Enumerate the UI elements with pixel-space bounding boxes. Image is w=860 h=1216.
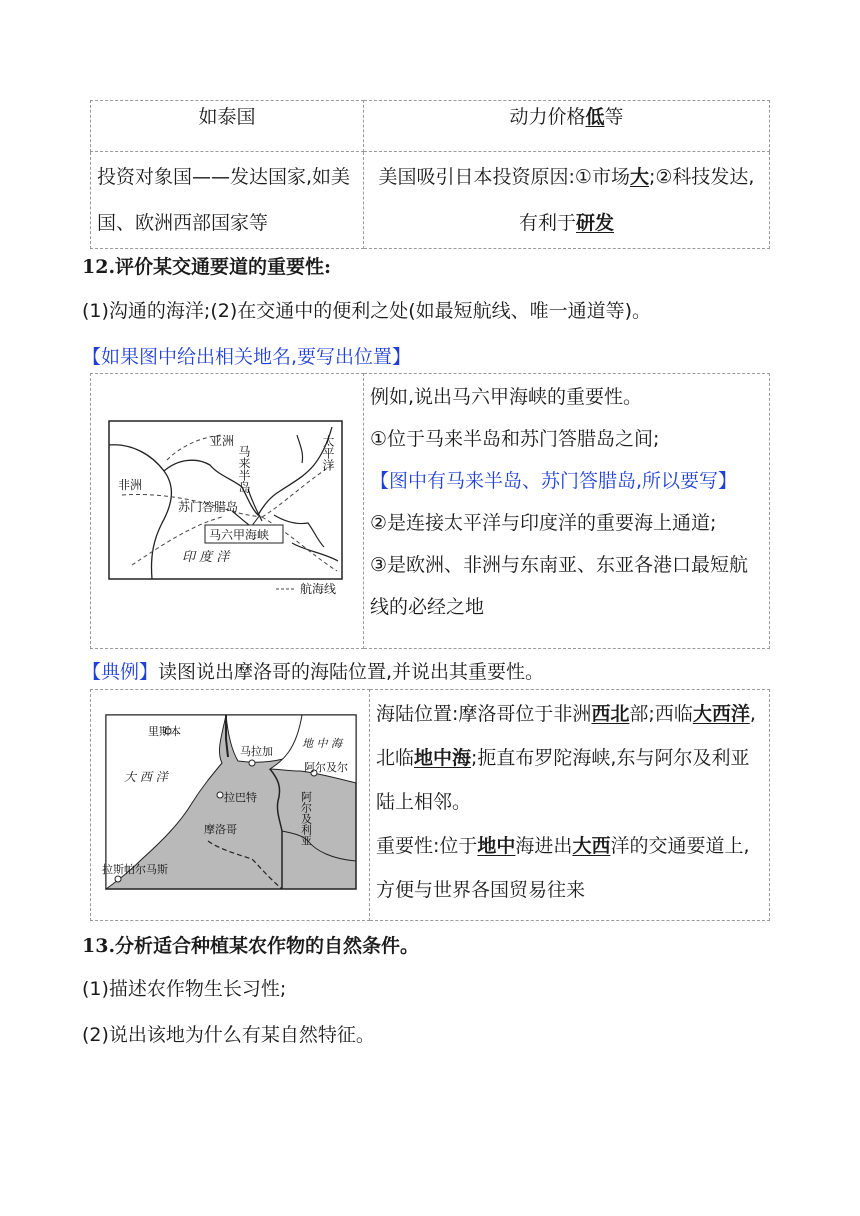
map-label-morocco: 摩洛哥 [204,823,237,836]
malacca-map-cell [91,374,364,649]
map-label-algeria: 阿尔及利亚 [299,791,313,846]
table-cell: 美国吸引日本投资原因:①市场大;②科技发达,有利于研发 [364,152,770,249]
paragraph: ③是欧洲、非洲与东南亚、东亚各港口最短航线的必经之地 [370,554,749,618]
morocco-map [92,691,368,915]
table-cell: 投资对象国——发达国家,如美国、欧洲西部国家等 [91,152,364,249]
map-label-strait: 马六甲海峡 [209,528,270,542]
section-12-note: 【如果图中给出相关地名,要写出位置】 [82,346,412,368]
map-label-asia: 亚洲 [210,434,235,448]
table-cell: 动力价格低等 [364,101,770,152]
section-12-heading: 12.评价某交通要道的重要性: [82,256,332,278]
table-row [91,152,770,249]
map-label-malaga: 马拉加 [240,745,273,758]
paragraph: 重要性:位于地中海进出大西洋的交通要道上,方便与世界各国贸易往来 [376,835,750,901]
paragraph: 【图中有马来半岛、苏门答腊岛,所以要写】 [370,470,738,492]
example-prompt: 【典例】读图说出摩洛哥的海陆位置,并说出其重要性。 [82,661,545,683]
map-label-laspalmas: 拉斯帕尔马斯 [102,863,168,876]
section-13-heading: 13.分析适合种植某农作物的自然条件。 [82,935,420,957]
map-label-sumatra: 苏门答腊岛 [178,500,239,514]
section-12-line: (1)沟通的海洋;(2)在交通中的便利之处(如最短航线、唯一通道等)。 [82,300,652,322]
table-row [91,101,770,152]
map-legend: 航海线 [300,582,337,596]
map-label-algiers: 阿尔及尔 [304,761,348,774]
table-cell: 如泰国 [91,101,364,152]
malacca-map [92,375,362,643]
map-label-rabat: 拉巴特 [224,791,257,804]
paragraph: 海陆位置:摩洛哥位于非洲西北部;西临大西洋,北临地中海;扼直布罗陀海峡,东与阿尔及利亚陆上相邻。 [376,703,756,813]
map-label-indian: 印 度 洋 [182,550,230,565]
morocco-map-cell [91,690,370,921]
map-label-med: 地 中 海 [302,737,342,750]
section-13-line-1: (1)描述农作物生长习性; [82,978,287,1000]
morocco-text-cell [370,690,770,921]
section-13-line-2: (2)说出该地为什么有某自然特征。 [82,1024,375,1046]
investment-table [90,100,770,249]
paragraph: 例如,说出马六甲海峡的重要性。 [370,386,643,408]
paragraph: ①位于马来半岛和苏门答腊岛之间; [370,428,660,450]
map-label-lisbon: 里斯本 [148,725,181,738]
map-label-malay: 马来半岛 [237,445,251,493]
map-label-atlantic: 大 西 洋 [124,770,168,784]
morocco-table [90,689,770,921]
malacca-table [90,373,770,649]
map-label-africa: 非洲 [118,478,143,492]
malacca-text-cell [364,374,770,649]
map-label-pacific: 太平洋 [321,435,335,471]
paragraph: ②是连接太平洋与印度洋的重要海上通道; [370,512,717,534]
